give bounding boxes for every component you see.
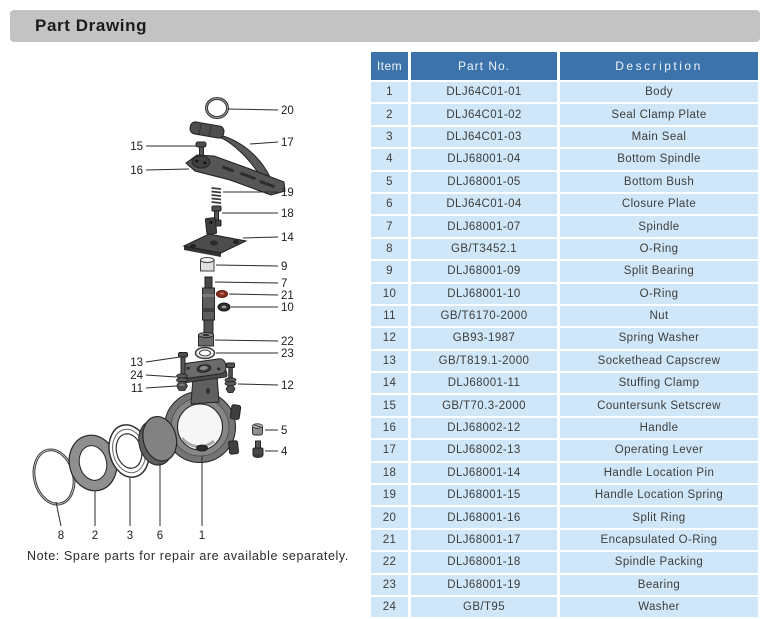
cell-item: 15 [371,395,411,415]
cell-item: 4 [371,149,411,169]
table-row [371,575,758,597]
callout-12: 12 [281,380,294,392]
callout-21: 21 [281,290,294,302]
table-row [371,373,758,395]
cell-item: 1 [371,82,411,102]
cell-item: 12 [371,328,411,348]
spare-parts-note: Note: Spare parts for repair are available separately. [27,549,349,563]
part-spindle-packing [199,333,214,347]
cell-description: Encapsulated O-Ring [600,534,718,546]
table-row [371,597,758,619]
table-row [371,216,758,238]
cell-description: Spindle Packing [614,556,704,569]
cell-description: Countersunk Setscrew [597,399,721,412]
callout-15: 15 [130,141,143,153]
header-description: Description [615,59,703,73]
cell-item: 14 [371,373,411,393]
callout-19: 19 [281,187,294,199]
parts-table-body [371,82,758,619]
cell-description: Nut [649,310,669,323]
callout-7: 7 [281,278,288,290]
cell-part-no: GB/T95 [411,597,560,617]
cell-description: Body [645,86,673,99]
cell-description: Split Ring [632,511,686,524]
cell-item: 17 [371,440,411,460]
table-row [371,104,758,126]
table-row [371,194,758,216]
cell-part-no: DLJ68001-17 [411,530,560,550]
callout-18: 18 [281,208,294,220]
cell-part-no: DLJ68001-11 [411,373,560,393]
cell-item: 18 [371,463,411,483]
table-row [371,127,758,149]
cell-description: Split Bearing [623,265,695,278]
table-row [371,395,758,417]
cell-item: 11 [371,306,411,326]
cell-item: 23 [371,575,411,595]
table-row [371,239,758,261]
part-bearing [196,348,215,359]
page-title: Part Drawing [35,16,148,35]
cell-item: 16 [371,418,411,438]
cell-part-no: DLJ68001-07 [411,216,560,236]
parts-table [371,52,758,619]
cell-item: 8 [371,239,411,259]
cell-part-no: DLJ68001-15 [411,485,560,505]
callout-17: 17 [281,137,294,149]
cell-description: Handle [639,422,679,435]
callout-3: 3 [126,530,134,542]
cell-part-no: GB93-1987 [411,328,560,348]
callout-8: 8 [57,530,65,542]
part-oring-10 [218,303,230,311]
cell-part-no: DLJ68001-09 [411,261,560,281]
table-row [371,418,758,440]
callout-24: 24 [130,370,143,382]
cell-part-no: DLJ68001-10 [411,284,560,304]
callout-20: 20 [281,105,294,117]
cell-item: 10 [371,284,411,304]
header-item: Item [371,52,411,80]
cell-part-no: GB/T3452.1 [411,239,560,259]
part-stuffing-clamp [184,218,246,257]
callout-5: 5 [281,425,288,437]
part-encapsulated-oring [217,291,228,298]
callout-10: 10 [281,302,294,314]
parts-table-header [371,52,758,82]
callout-4: 4 [281,446,288,458]
part-split-bearing [201,258,215,272]
cell-description: Bottom Bush [623,175,695,188]
callout-11: 11 [131,383,143,395]
cell-description: Handle Location Pin [603,466,715,479]
callout-1: 1 [198,530,206,542]
part-spindle [203,277,215,339]
cell-item: 6 [371,194,411,214]
cell-part-no: DLJ64C01-03 [411,127,560,147]
cell-description: O-Ring [639,242,679,255]
cell-description: Stuffing Clamp [618,377,700,390]
table-row [371,351,758,373]
cell-description: Spindle [638,220,680,233]
table-row [371,284,758,306]
cell-description: Main Seal [631,130,687,143]
table-row [371,507,758,529]
cell-description: Bottom Spindle [617,153,701,166]
callout-22: 22 [281,336,294,348]
table-row [371,261,758,283]
table-row [371,149,758,171]
cell-item: 5 [371,172,411,192]
table-row [371,328,758,350]
cell-item: 7 [371,216,411,236]
cell-part-no: DLJ64C01-02 [411,104,560,124]
part-nut-11 [177,382,188,391]
cell-part-no: DLJ64C01-01 [411,82,560,102]
part-bottom-bush [253,424,263,435]
cell-part-no: DLJ64C01-04 [411,194,560,214]
callout-13: 13 [130,357,143,369]
part-spring-washer-bolt-12 [225,363,236,393]
table-row [371,440,758,462]
part-split-ring [207,99,228,118]
cell-part-no: DLJ68001-14 [411,463,560,483]
cell-item: 3 [371,127,411,147]
table-row [371,530,758,552]
cell-part-no: DLJ68002-13 [411,440,560,460]
cell-part-no: DLJ68001-18 [411,552,560,572]
callout-2: 2 [91,530,99,542]
callout-23: 23 [281,348,294,360]
cell-description: Washer [638,601,680,614]
part-handle-location-spring [212,188,222,203]
cell-item: 24 [371,597,411,617]
cell-description: Spring Washer [618,332,700,345]
cell-item: 21 [371,530,411,550]
exploded-part-drawing [0,50,365,574]
callout-16: 16 [130,165,143,177]
title-bar [10,10,760,42]
cell-item: 13 [371,351,411,371]
cell-part-no: DLJ68002-12 [411,418,560,438]
table-row [371,463,758,485]
part-bottom-spindle [253,441,263,458]
cell-part-no: DLJ68001-19 [411,575,560,595]
cell-description: Sockethead Capscrew [597,354,721,367]
header-part-no: Part No. [411,52,560,80]
table-row [371,306,758,328]
cell-item: 9 [371,261,411,281]
part-handle [186,155,285,195]
table-row [371,172,758,194]
cell-item: 19 [371,485,411,505]
cell-part-no: GB/T70.3-2000 [411,395,560,415]
callout-14: 14 [281,232,294,244]
cell-part-no: DLJ68001-16 [411,507,560,527]
callout-9: 9 [281,261,288,273]
cell-description: Bearing [637,578,681,591]
cell-part-no: GB/T819.1-2000 [411,351,560,371]
part-washer-24 [177,374,188,382]
cell-description: O-Ring [639,287,679,300]
table-row [371,485,758,507]
callout-6: 6 [156,530,164,542]
cell-item: 20 [371,507,411,527]
table-row [371,82,758,104]
cell-part-no: DLJ68001-05 [411,172,560,192]
cell-part-no: DLJ68001-04 [411,149,560,169]
table-row [371,552,758,574]
cell-description: Closure Plate [621,198,697,211]
cell-description: Seal Clamp Plate [611,108,707,121]
cell-item: 22 [371,552,411,572]
cell-item: 2 [371,104,411,124]
cell-description: Handle Location Spring [594,489,724,502]
cell-part-no: GB/T6170-2000 [411,306,560,326]
cell-description: Operating Lever [614,444,704,457]
